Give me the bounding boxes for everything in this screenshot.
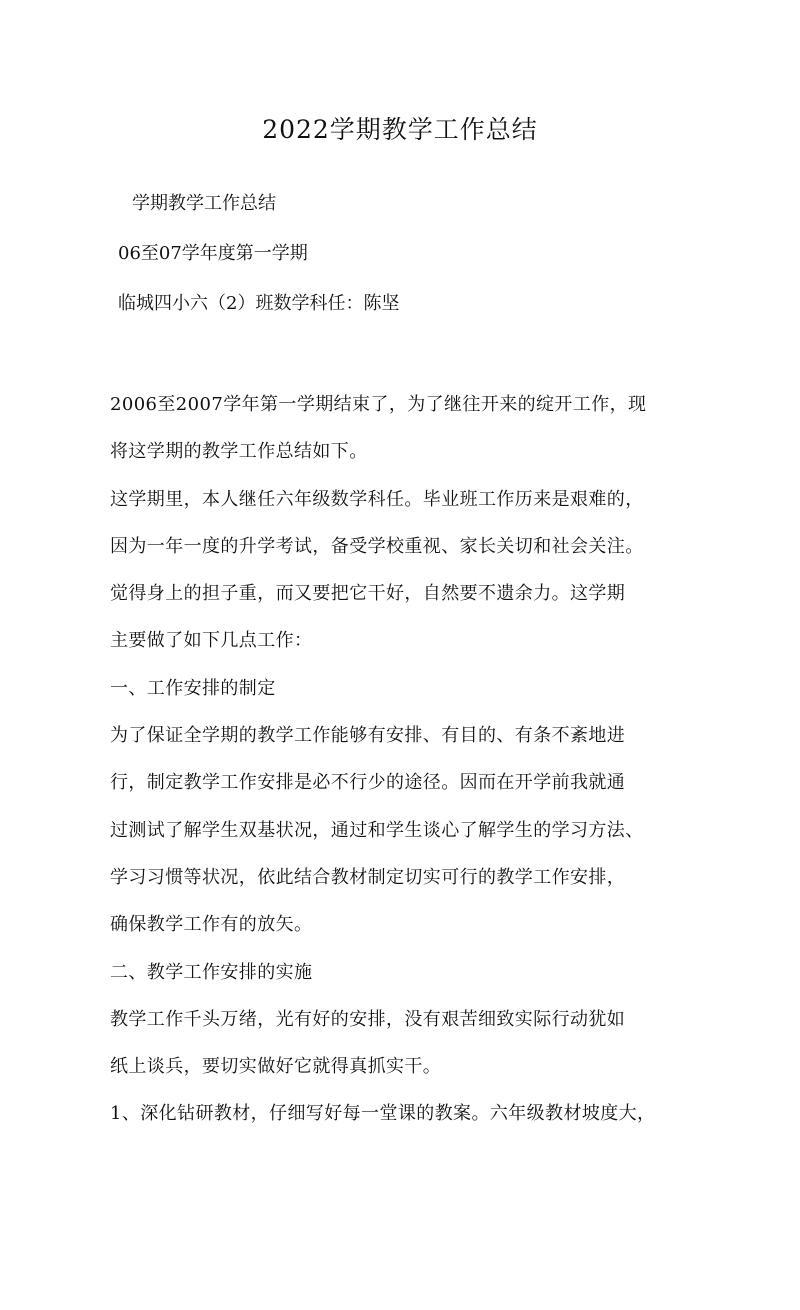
document-title: 2022学期教学工作总结 xyxy=(262,115,538,144)
body-line: 觉得身上的担子重，而又要把它干好，自然要不遗余力。这学期 xyxy=(110,583,626,605)
header-line-term: 06至07学年度第一学期 xyxy=(118,243,308,264)
body-line: 将这学期的教学工作总结如下。 xyxy=(110,441,368,463)
body-line: 1、深化钻研教材，仔细写好每一堂课的教案。六年级教材坡度大， xyxy=(110,1103,656,1125)
body-line: 纸上谈兵，要切实做好它就得真抓实干。 xyxy=(110,1056,442,1078)
header-line-teacher: 临城四小六（2）班数学科任：陈坚 xyxy=(118,293,400,314)
body-line: 2006至2007学年第一学期结束了，为了继往开来的绽开工作，现 xyxy=(110,394,647,415)
body-line: 教学工作千头万绪，光有好的安排，没有艰苦细致实际行动犹如 xyxy=(110,1008,626,1030)
body-line: 这学期里，本人继任六年级数学科任。毕业班工作历来是艰难的， xyxy=(110,488,644,510)
body-line: 为了保证全学期的教学工作能够有安排、有目的、有条不紊地进 xyxy=(110,725,626,747)
section-heading: 二、教学工作安排的实施 xyxy=(110,961,313,983)
body-line: 确保教学工作有的放矢。 xyxy=(110,914,313,936)
body-line: 行，制定教学工作安排是必不行少的途径。因而在开学前我就通 xyxy=(110,772,626,794)
body-line: 过测试了解学生双基状况，通过和学生谈心了解学生的学习方法、 xyxy=(110,819,644,841)
body-line: 学习习惯等状况，依此结合教材制定切实可行的教学工作安排， xyxy=(110,866,626,888)
body-line: 因为一年一度的升学考试，备受学校重视、家长关切和社会关注。 xyxy=(110,535,644,557)
body-line: 主要做了如下几点工作： xyxy=(110,630,313,652)
document-body xyxy=(110,391,700,1148)
header-line-subtitle: 学期教学工作总结 xyxy=(132,193,276,214)
section-heading: 一、工作安排的制定 xyxy=(110,677,276,699)
